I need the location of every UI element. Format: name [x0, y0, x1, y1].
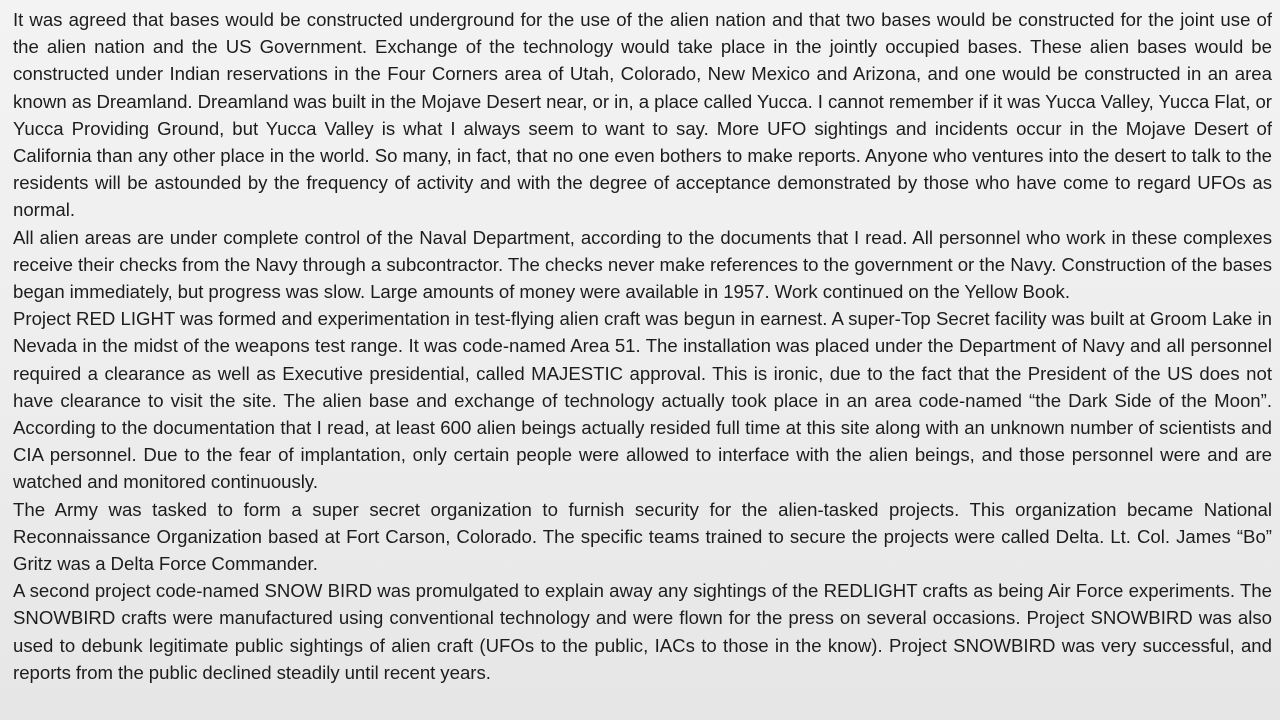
paragraph-naval-control: All alien areas are under complete control of the Naval Department, according to the documents that I read. All personnel who work in these complexes receive their checks from the Navy through a subcontractor. The checks never make references to the government or the Navy. Construction of the bases began immediately, but progress was slow. Large amounts of money were available in 1957. Work continued on the Yellow Book.: [13, 226, 1272, 303]
paragraph-project-snowbird: A second project code-named SNOW BIRD was promulgated to explain away any sightings of the REDLIGHT crafts as being Air Force experiments. The SNOWBIRD crafts were manufactured using conventional technology and were flown for the press on several occasions. Project SNOWBIRD was also used to debunk legitimate public sightings of alien craft (UFOs to the public, IACs to those in the know). Project SNOWBIRD was very successful, and reports from the public declined steadily until recent years.: [13, 580, 1272, 683]
paragraph-project-red-light: Project RED LIGHT was formed and experimentation in test-flying alien craft was begun in earnest. A super-Top Secret facility was built at Groom Lake in Nevada in the midst of the weapons test range. It was code-named Area 51. The installation was placed under the Department of Navy and all personnel required a clearance as well as Executive presidential, called MAJESTIC approval. This is ironic, due to the fact that the President of the US does not have clearance to visit the site. The alien base and exchange of technology actually took place in an area code-named “the Dark Side of the Moon”. According to the documentation that I read, at least 600 alien beings actually resided full time at this site along with an unknown number of scientists and CIA personnel. Due to the fear of implantation, only certain people were allowed to interface with the alien beings, and those personnel were and are watched and monitored continuously.: [13, 308, 1272, 493]
paragraph-army-organization: The Army was tasked to form a super secret organization to furnish security for the alien-tasked projects. This organization became National Reconnaissance Organization based at Fort Carson, Colorado. The specific teams trained to secure the projects were called Delta. Lt. Col. James “Bo” Gritz was a Delta Force Commander.: [13, 498, 1272, 575]
paragraph-underground-bases: It was agreed that bases would be constructed underground for the use of the alien nation and that two bases would be constructed for the joint use of the alien nation and the US Government. Exchange of the technology would take place in the jointly occupied bases. These alien bases would be constructed under Indian reservations in the Four Corners area of Utah, Colorado, New Mexico and Arizona, and one would be constructed in an area known as Dreamland. Dreamland was built in the Mojave Desert near, or in, a place called Yucca. I cannot remember if it was Yucca Valley, Yucca Flat, or Yucca Providing Ground, but Yucca Valley is what I always seem to want to say. More UFO sightings and incidents occur in the Mojave Desert of California than any other place in the world. So many, in fact, that no one even bothers to make reports. Anyone who ventures into the desert to talk to the residents will be astounded by the frequency of activity and with the degree of acceptance demonstrated by those who have come to regard UFOs as normal.: [13, 9, 1272, 221]
document-page: [13, 6, 1272, 716]
